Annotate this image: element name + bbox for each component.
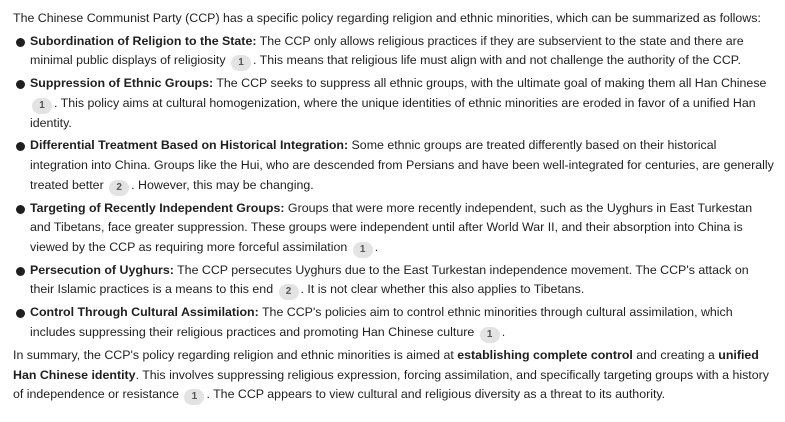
item-text-end: . It is not clear whether this also applies to Tibetans. [300,282,585,297]
item-term: Control Through Cultural Assimilation: [30,305,259,320]
item-term: Targeting of Recently Independent Groups: [30,200,285,215]
item-term: Persecution of Uyghurs: [30,262,174,277]
item-text: The CCP's policies aim to control ethnic minorities through cultural assimilation, which includes suppressing their religious practices and promoting Han Chinese culture [30,305,733,339]
item-text: The CCP persecutes Uyghurs due to the East Turkestan independence movement. The CCP's attack on their Islamic practices is a means to this end [30,262,749,297]
summary-text: . This involves suppressing religious expression, forcing assimilation, and specifically targeting groups with a history of independence or resistance [13,367,769,402]
citation-chip[interactable]: 1 [231,55,251,71]
list-item [13,261,775,301]
item-term: Suppression of Ethnic Groups: [30,76,214,91]
item-text: The CCP only allows religious practices if they are subservient to the state and there are minimal public displays of religiosity [30,33,744,68]
summary-bold: unified Han Chinese identity [13,347,759,382]
item-text-end: . [501,324,506,339]
item-text-end: . However, this may be changing. [131,177,314,192]
item-text-end: . [374,239,379,254]
item-text: Some ethnic groups are treated differently based on their historical integration into China. Groups like the Hui, who are descended from Persians and have been well-integrated for centuries, are generally treated better [30,138,774,192]
list-item [13,199,775,258]
citation-chip[interactable]: 1 [184,389,204,405]
list-item [13,136,775,195]
bullet-icon [16,142,25,151]
intro-paragraph: The Chinese Communist Party (CCP) has a specific policy regarding religion and ethnic minorities, which can be summarized as follows: [13,11,761,25]
item-text-end: . This policy aims at cultural homogenization, where the unique identities of ethnic minorities are eroded in favor of a unified Han identity. [30,95,756,130]
list-item [13,32,775,72]
citation-chip[interactable]: 2 [279,284,299,300]
item-text: The CCP seeks to suppress all ethnic groups, with the ultimate goal of making them all Han Chinese [213,76,767,91]
summary-bold: establishing complete control [457,347,633,362]
citation-chip[interactable]: 1 [32,98,52,114]
bullet-icon [16,309,25,318]
summary-paragraph [13,346,775,405]
response-document [13,9,775,405]
item-term: Differential Treatment Based on Historical Integration: [30,138,349,153]
bullet-icon [16,267,25,276]
item-term: Subordination of Religion to the State: [30,33,257,48]
policy-list [13,32,775,343]
bullet-icon [16,80,25,89]
item-text: Groups that were more recently independent, such as the Uyghurs in East Turkestan and Tibetans, face greater suppression. These groups were independent until after World War II, and their absorption into China is viewed by the CCP as requiring more forceful assimilation [30,200,753,254]
summary-text-end: . The CCP appears to view cultural and religious diversity as a threat to its authority. [206,387,666,402]
citation-chip[interactable]: 1 [353,242,373,258]
summary-text: and creating a [632,347,719,362]
bullet-icon [16,38,25,47]
citation-chip[interactable]: 2 [109,180,129,196]
list-item [13,74,775,133]
summary-text: In summary, the CCP's policy regarding religion and ethnic minorities is aimed at [13,347,458,362]
list-item [13,303,775,343]
bullet-icon [16,205,25,214]
item-text-end: . This means that religious life must align with and not challenge the authority of the CCP. [253,53,741,68]
citation-chip[interactable]: 1 [480,327,500,343]
